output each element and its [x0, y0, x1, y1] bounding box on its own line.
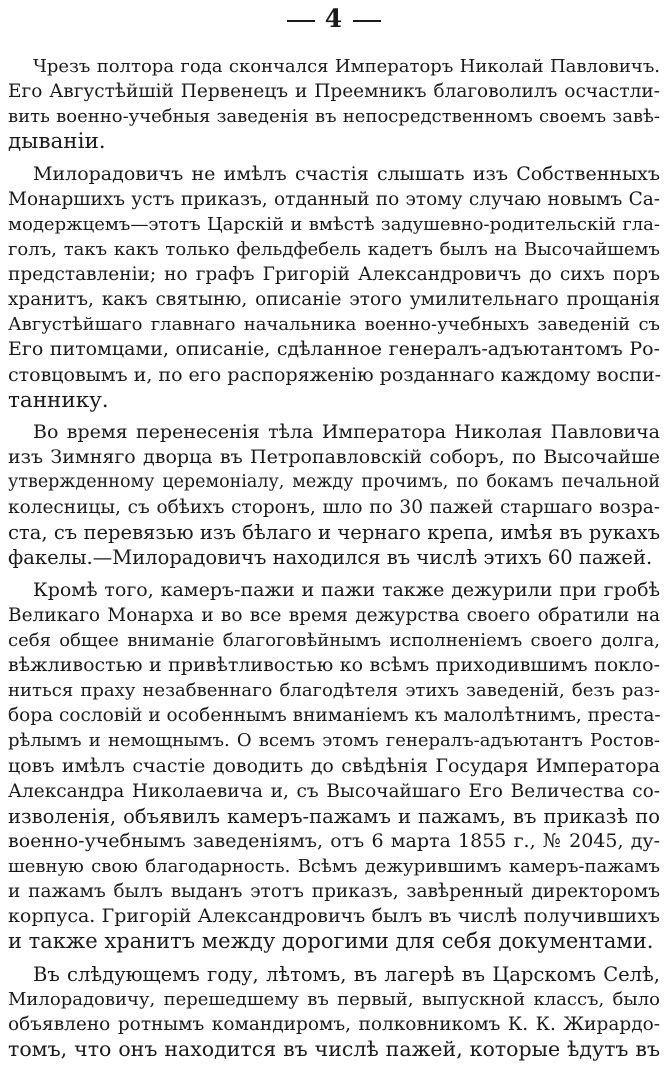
text-line: себя общее вниманіе благоговѣйнымъ исполненіемъ своего долга,: [8, 629, 660, 651]
text-line: хранитъ, какъ святыню, описаніе этого умилительнаго прощанія: [8, 289, 660, 311]
text-line: представленіи; но графъ Григорій Александровичъ до сихъ поръ: [8, 264, 660, 285]
text-line: и также хранитъ между дорогими для себя документами.: [8, 929, 654, 954]
text-line: ниться праху незабвеннаго благодѣтеля этихъ заведеній, безъ раз-: [8, 680, 660, 702]
text-line: военно-учебнымъ заведеніямъ, отъ 6 марта 1855 г., № 2045, ду-: [8, 829, 660, 852]
text-line: таннику.: [8, 387, 109, 413]
text-line: голъ, такъ какъ только фельдфебель кадетъ былъ на Высочайшемъ: [8, 238, 660, 260]
text-line: Монаршихъ устъ приказъ, отданный по этому случаю новымъ Са-: [8, 188, 660, 210]
text-line: Милорадовичъ не имѣлъ счастія слышать изъ Собственныхъ: [33, 162, 660, 185]
text-line: объявлено ротнымъ командиромъ, полковникомъ К. К. Жирардо-: [8, 1013, 660, 1035]
text-line: вѣжливостью и привѣтливостью ко всѣмъ приходившимъ покло-: [8, 653, 660, 676]
page-number: [0, 4, 668, 34]
text-line: Августѣйшаго главнаго начальника военно-учебныхъ заведеній съ: [8, 314, 660, 336]
text-line: дываніи.: [8, 129, 106, 155]
text-line: стовцовымъ и, по его распоряженію розданнаго каждому воспи-: [8, 363, 662, 386]
text-line: Во время перенесенія тѣла Императора Николая Павловича: [33, 420, 660, 443]
text-line: изъ Зимняго дворца въ Петропавловскій соборъ, по Высочайше: [8, 445, 660, 468]
text-line: корпуса. Григорій Александровичъ былъ въ числѣ получившихъ: [8, 905, 660, 928]
text-line: шевную свою благодарность. Всѣмъ дежурившимъ камеръ-пажамъ: [8, 856, 660, 877]
text-line: бора сословій и особеннымъ вниманіемъ къ малолѣтнимъ, преста-: [8, 705, 661, 727]
text-line: Чрезъ полтора года скончался Императоръ Николай Павловичъ.: [33, 56, 660, 77]
text-line: и пажамъ былъ выданъ этотъ приказъ, завѣренный директоромъ: [8, 881, 660, 903]
text-line: колесницы, съ обѣихъ сторонъ, шло по 30 пажей старшаго возра-: [8, 497, 660, 519]
text-line: цовъ имѣлъ счастіе доводить до свѣдѣнія Государя Императора: [8, 754, 660, 777]
text-line: вить военно-учебныя заведенія въ непосредственномъ своемъ завѣ-: [8, 106, 660, 128]
page-number-dash-right: [353, 20, 381, 22]
page-number-value: 4: [324, 4, 344, 33]
text-line: Великаго Монарха и во все время дежурства своего обратили на: [8, 604, 660, 626]
text-line: Кромѣ того, камеръ-пажи и пажи также дежурили при гробѣ: [33, 578, 660, 601]
text-line: модержцемъ—этотъ Царскій и вмѣстѣ задушевно-родительскій гла-: [8, 213, 660, 235]
text-line: изволенія, объявилъ камеръ-пажамъ и пажамъ, въ приказѣ по: [8, 804, 660, 828]
text-line: Его питомцами, описаніе, сдѣланное генералъ-адъютантомъ Ро-: [8, 338, 660, 361]
text-line: Его Августѣйшій Первенецъ и Преемникъ благоволилъ осчастли-: [8, 81, 660, 103]
page-number-dash-left: [287, 20, 315, 22]
text-line: Въ слѣдующемъ году, лѣтомъ, въ лагерѣ въ Царскомъ Селѣ,: [33, 962, 660, 986]
text-line: рѣлымъ и немощнымъ. О всемъ этомъ генералъ-адъютантъ Ростов-: [8, 730, 660, 752]
text-line: Александра Николаевича и, съ Высочайшаго Его Величества со-: [8, 780, 660, 802]
text-line: факелы.—Милорадовичъ находился въ числѣ этихъ 60 пажей.: [8, 546, 653, 570]
text-line: томъ, что онъ находится въ числѣ пажей, которые ѣдутъ въ: [8, 1036, 660, 1061]
text-line: Милорадовичу, перешедшему въ первый, выпускной классъ, было: [8, 988, 660, 1010]
text-line: ста, съ перевязью изъ бѣлаго и чернаго крепа, имѣя въ рукахъ: [8, 521, 660, 545]
text-line: утвержденному церемоніалу, между прочимъ, по бокамъ печальной: [8, 472, 660, 493]
